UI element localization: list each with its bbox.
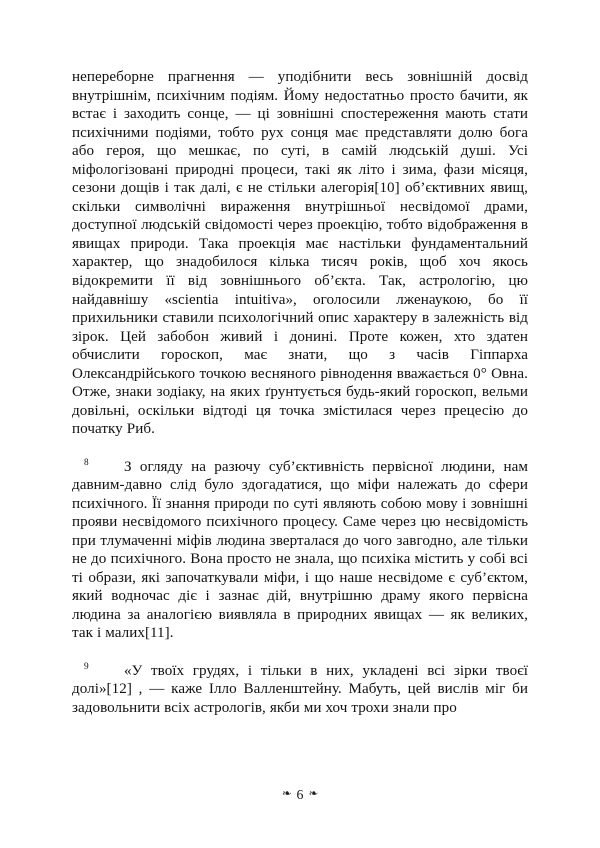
- paragraph-body: «У твоїх грудях, і тільки в них, укладені всі зірки твоєї долі»[12] , — каже Ілло Валленштейну. Мабуть, цей вислів міг би задовольнити всіх астрологів, якби ми хоч трохи знали про: [72, 662, 528, 716]
- page-number: 6: [296, 786, 304, 802]
- leaf-ornament-right-icon: ❧: [308, 788, 319, 800]
- paragraph-block: 8 З огляду на разючу суб’єктивність первісної людини, нам давним-давно слід було здогадатися, що міфи належать до сфери психічного. Її знання природи по суті являють собою мову і зовнішні прояви несвідомого психічного процесу. Саме через цю несвідомість при тлумаченні міфів людина зверталася до чого завгодно, але тільки не до психічного. Вона просто не знала, що психіка містить у собі всі ті образи, які започаткували міфи, і що наше несвідоме є суб’єктом, який водночас діє і зазнає дій, внутрішню драму якого первісна людина за аналогією виявляла в природних явищах — як великих, так і малих[11].: [72, 458, 528, 642]
- page-footer: [0, 786, 600, 803]
- paragraph-body: непереборне прагнення — уподібнити весь зовнішній досвід внутрішнім, психічним подіям. Йому недостатньо просто бачити, як встає і заходить сонце, — ці зовнішні спостереження мають стати психічними подіями, тобто рух сонця має представляти долю бога або героя, що мешкає, по суті, в самій людській душі. Усі міфологізовані природні процеси, такі як літо і зима, фази місяця, сезони дощів і так далі, є не стільки алегорія[10] об’єктивних явищ, скільки символічні вираження внутрішньої несвідомої драми, доступної людській свідомості через проекцію, тобто відображення в явищах природи. Така проекція має настільки фундаментальний характер, що знадобилося кілька тисяч років, щоб хоч якось відокремити її від зовнішнього об’єкта. Так, астрологію, цю найдавнішу «scientia intuitiva», оголосили лженаукою, бо її прихильники ставили психологічний опис характеру в залежність від зірок. Цей забобон живий і донині. Проте кожен, хто здатен обчислити гороскоп, має знати, що з часів Гіппарха Олександрійського точкою весняного рівнодення вважається 0° Овна. Отже, знаки зодіаку, на яких ґрунтується будь-який гороскоп, вельми довільні, оскільки відтоді ця точка змістилася через прецесію до початку Риб.: [72, 69, 528, 438]
- paragraph-body: З огляду на разючу суб’єктивність первісної людини, нам давним-давно слід було здогадатися, що міфи належать до сфери психічного. Її знання природи по суті являють собою мову і зовнішні прояви несвідомого психічного процесу. Саме через цю несвідомість при тлумаченні міфів людина зверталася до чого завгодно, але тільки не до психічного. Вона просто не знала, що психіка містить у собі всі ті образи, які започаткували міфи, і що наше несвідоме є суб’єктом, який водночас діє і зазнає дій, внутрішню драму якого первісна людина за аналогією виявляла в природних явищах — як великих, так і малих[11].: [72, 458, 528, 642]
- text-column: [72, 68, 528, 717]
- paragraph-block: 9 «У твоїх грудях, і тільки в них, укладені всі зірки твоєї долі»[12] , — каже Ілло Валленштейну. Мабуть, цей вислів міг би задовольнити всіх астрологів, якби ми хоч трохи знали про: [72, 662, 528, 716]
- leaf-ornament-left-icon: ❧: [281, 788, 292, 800]
